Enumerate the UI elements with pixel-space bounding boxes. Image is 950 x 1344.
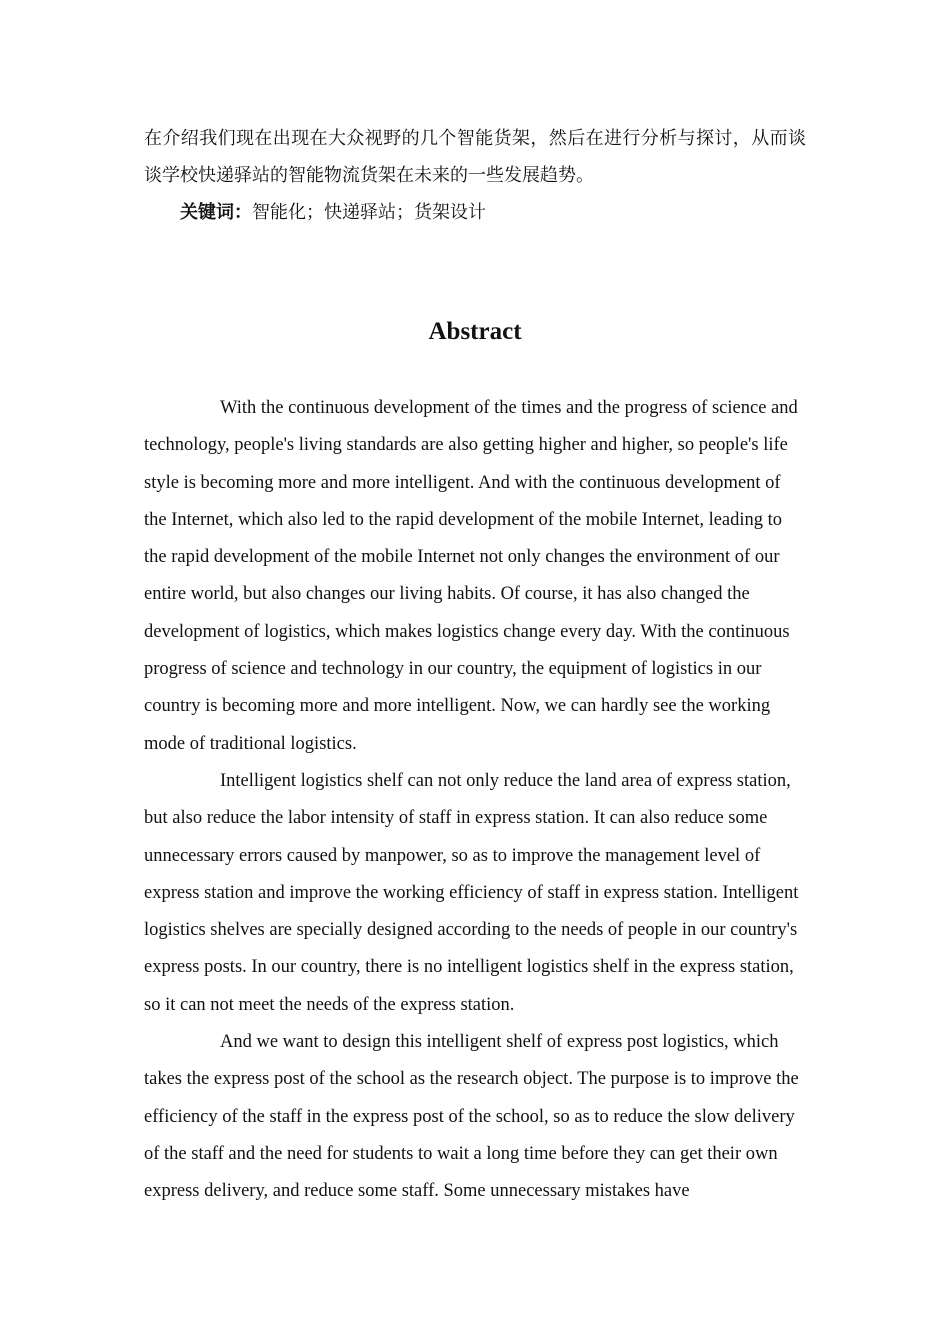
abstract-paragraph-1: With the continuous development of the times and the progress of science and technology, people's living standards are also getting higher and higher, so people's life style is becoming more and more intelligent. And with the continuous development of the Internet, which also led to the rapid development of the mobile Internet, leading to the rapid development of the mobile Internet not only changes the environment of our entire world, but also changes our living habits. Of course, it has also changed the development of logistics, which makes logistics change every day. With the continuous progress of science and technology in our country, the equipment of logistics in our country is becoming more and more intelligent. Now, we can hardly see the working mode of traditional logistics. — [144, 398, 798, 754]
keywords-text: 智能化；快递驿站；货架设计 — [252, 202, 486, 223]
english-abstract-body — [144, 390, 806, 1211]
abstract-paragraph-2: Intelligent logistics shelf can not only reduce the land area of express station, but also reduce the labor intensity of staff in express station. It can also reduce some unnecessary errors caused by manpower, so as to improve the management level of express station and improve the working efficiency of staff in express station. Intelligent logistics shelves are specially designed according to the needs of people in our country's express posts. In our country, there is no intelligent logistics shelf in the express station, so it can not meet the needs of the express station. — [144, 770, 799, 1015]
chinese-abstract-paragraph: 在介绍我们现在出现在大众视野的几个智能货架，然后在进行分析与探讨，从而谈谈学校快递驿站的智能物流货架在未来的一些发展趋势。 — [144, 128, 806, 186]
abstract-paragraph-3: And we want to design this intelligent shelf of express post logistics, which takes the express post of the school as the research object. The purpose is to improve the efficiency of the staff in the express post of the school, so as to reduce the slow delivery of the staff and the need for students to wait a long time before they can get their own express delivery, and reduce some staff. Some unnecessary mistakes have — [144, 1032, 799, 1202]
document-page — [144, 120, 806, 1202]
keywords-label: 关键词： — [180, 202, 252, 223]
abstract-title: Abstract — [428, 318, 522, 345]
keywords-line — [144, 194, 806, 231]
